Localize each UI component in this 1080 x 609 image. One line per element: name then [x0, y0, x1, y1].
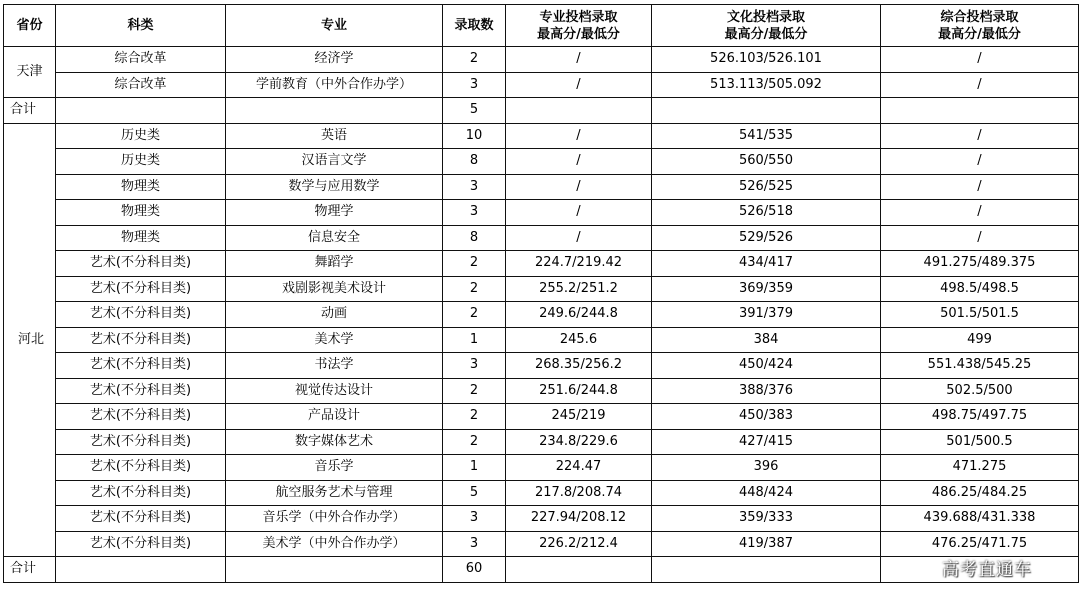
count-cell: 2	[443, 404, 506, 430]
prof-score-cell: /	[506, 47, 652, 73]
header-row	[4, 5, 1079, 47]
cult-score-cell: 450/383	[652, 404, 881, 430]
empty-cell	[506, 557, 652, 583]
table-row	[4, 251, 1079, 277]
total-label: 合计	[4, 98, 56, 124]
prof-score-cell: 268.35/256.2	[506, 353, 652, 379]
header-category: 科类	[56, 5, 226, 47]
count-cell: 2	[443, 251, 506, 277]
comp-score-cell: 439.688/431.338	[881, 506, 1079, 532]
category-cell: 艺术(不分科目类)	[56, 353, 226, 379]
header-cult-score: 文化投档录取 最高分/最低分	[652, 5, 881, 47]
header-count: 录取数	[443, 5, 506, 47]
province-cell: 河北	[4, 123, 56, 557]
major-cell: 航空服务艺术与管理	[226, 480, 443, 506]
table-row	[4, 353, 1079, 379]
category-cell: 艺术(不分科目类)	[56, 480, 226, 506]
prof-score-cell: /	[506, 72, 652, 98]
comp-score-cell: /	[881, 47, 1079, 73]
major-cell: 产品设计	[226, 404, 443, 430]
prof-score-cell: /	[506, 123, 652, 149]
cult-score-cell: 526.103/526.101	[652, 47, 881, 73]
comp-score-cell: 498.75/497.75	[881, 404, 1079, 430]
major-cell: 数学与应用数学	[226, 174, 443, 200]
comp-score-cell: /	[881, 72, 1079, 98]
table-row	[4, 225, 1079, 251]
prof-score-cell: 245.6	[506, 327, 652, 353]
empty-cell	[652, 98, 881, 124]
table-row	[4, 531, 1079, 557]
table-row	[4, 276, 1079, 302]
prof-score-cell: 245/219	[506, 404, 652, 430]
prof-score-cell: 234.8/229.6	[506, 429, 652, 455]
count-cell: 5	[443, 480, 506, 506]
table-row	[4, 378, 1079, 404]
table-row	[4, 327, 1079, 353]
admission-score-table	[3, 4, 1079, 583]
count-cell: 2	[443, 378, 506, 404]
major-cell: 舞蹈学	[226, 251, 443, 277]
cult-score-cell: 526/525	[652, 174, 881, 200]
prof-score-cell: /	[506, 149, 652, 175]
empty-cell	[506, 98, 652, 124]
empty-cell	[226, 557, 443, 583]
table-row	[4, 47, 1079, 73]
empty-cell	[226, 98, 443, 124]
category-cell: 艺术(不分科目类)	[56, 378, 226, 404]
prof-score-cell: 251.6/244.8	[506, 378, 652, 404]
comp-score-cell: 476.25/471.75	[881, 531, 1079, 557]
comp-score-cell: 498.5/498.5	[881, 276, 1079, 302]
prof-score-cell: 226.2/212.4	[506, 531, 652, 557]
count-cell: 8	[443, 225, 506, 251]
cult-score-cell: 448/424	[652, 480, 881, 506]
cult-score-cell: 427/415	[652, 429, 881, 455]
category-cell: 艺术(不分科目类)	[56, 327, 226, 353]
category-cell: 艺术(不分科目类)	[56, 404, 226, 430]
table-row	[4, 149, 1079, 175]
category-cell: 综合改革	[56, 47, 226, 73]
cult-score-cell: 434/417	[652, 251, 881, 277]
comp-score-cell: 501.5/501.5	[881, 302, 1079, 328]
prof-score-cell: /	[506, 225, 652, 251]
cult-score-cell: 388/376	[652, 378, 881, 404]
cult-score-cell: 560/550	[652, 149, 881, 175]
count-cell: 2	[443, 47, 506, 73]
major-cell: 汉语言文学	[226, 149, 443, 175]
table-row	[4, 455, 1079, 481]
major-cell: 美术学	[226, 327, 443, 353]
category-cell: 艺术(不分科目类)	[56, 251, 226, 277]
cult-score-cell: 359/333	[652, 506, 881, 532]
total-row	[4, 98, 1079, 124]
major-cell: 信息安全	[226, 225, 443, 251]
comp-score-cell: /	[881, 149, 1079, 175]
table-row	[4, 404, 1079, 430]
count-cell: 3	[443, 200, 506, 226]
category-cell: 历史类	[56, 123, 226, 149]
category-cell: 艺术(不分科目类)	[56, 506, 226, 532]
watermark: 高考直通车	[942, 560, 1032, 580]
count-cell: 8	[443, 149, 506, 175]
count-cell: 2	[443, 302, 506, 328]
comp-score-cell: /	[881, 200, 1079, 226]
comp-score-cell: 501/500.5	[881, 429, 1079, 455]
header-province: 省份	[4, 5, 56, 47]
category-cell: 物理类	[56, 174, 226, 200]
comp-score-cell: /	[881, 225, 1079, 251]
empty-cell	[56, 98, 226, 124]
cult-score-cell: 450/424	[652, 353, 881, 379]
empty-cell	[652, 557, 881, 583]
major-cell: 物理学	[226, 200, 443, 226]
header-major: 专业	[226, 5, 443, 47]
cult-score-cell: 513.113/505.092	[652, 72, 881, 98]
count-cell: 10	[443, 123, 506, 149]
comp-score-cell: 502.5/500	[881, 378, 1079, 404]
major-cell: 经济学	[226, 47, 443, 73]
table-row	[4, 72, 1079, 98]
table-row	[4, 429, 1079, 455]
table-row	[4, 200, 1079, 226]
major-cell: 书法学	[226, 353, 443, 379]
cult-score-cell: 529/526	[652, 225, 881, 251]
province-cell: 天津	[4, 47, 56, 98]
count-cell: 3	[443, 72, 506, 98]
total-count: 5	[443, 98, 506, 124]
cult-score-cell: 391/379	[652, 302, 881, 328]
category-cell: 历史类	[56, 149, 226, 175]
table-row	[4, 123, 1079, 149]
table-row	[4, 174, 1079, 200]
category-cell: 艺术(不分科目类)	[56, 429, 226, 455]
count-cell: 1	[443, 455, 506, 481]
major-cell: 美术学（中外合作办学）	[226, 531, 443, 557]
total-label: 合计	[4, 557, 56, 583]
cult-score-cell: 526/518	[652, 200, 881, 226]
prof-score-cell: /	[506, 174, 652, 200]
cult-score-cell: 369/359	[652, 276, 881, 302]
major-cell: 英语	[226, 123, 443, 149]
category-cell: 综合改革	[56, 72, 226, 98]
major-cell: 视觉传达设计	[226, 378, 443, 404]
prof-score-cell: 249.6/244.8	[506, 302, 652, 328]
cult-score-cell: 384	[652, 327, 881, 353]
category-cell: 物理类	[56, 200, 226, 226]
comp-score-cell: 486.25/484.25	[881, 480, 1079, 506]
major-cell: 数字媒体艺术	[226, 429, 443, 455]
cult-score-cell: 541/535	[652, 123, 881, 149]
comp-score-cell: 491.275/489.375	[881, 251, 1079, 277]
comp-score-cell: 471.275	[881, 455, 1079, 481]
category-cell: 物理类	[56, 225, 226, 251]
prof-score-cell: 224.7/219.42	[506, 251, 652, 277]
count-cell: 2	[443, 276, 506, 302]
category-cell: 艺术(不分科目类)	[56, 302, 226, 328]
empty-cell	[56, 557, 226, 583]
category-cell: 艺术(不分科目类)	[56, 531, 226, 557]
count-cell: 3	[443, 506, 506, 532]
empty-cell	[881, 98, 1079, 124]
count-cell: 3	[443, 531, 506, 557]
total-count: 60	[443, 557, 506, 583]
count-cell: 3	[443, 174, 506, 200]
comp-score-cell: 499	[881, 327, 1079, 353]
major-cell: 动画	[226, 302, 443, 328]
header-comp-score: 综合投档录取 最高分/最低分	[881, 5, 1079, 47]
count-cell: 3	[443, 353, 506, 379]
category-cell: 艺术(不分科目类)	[56, 455, 226, 481]
major-cell: 戏剧影视美术设计	[226, 276, 443, 302]
major-cell: 音乐学	[226, 455, 443, 481]
cult-score-cell: 419/387	[652, 531, 881, 557]
total-row	[4, 557, 1079, 583]
count-cell: 1	[443, 327, 506, 353]
count-cell: 2	[443, 429, 506, 455]
prof-score-cell: 224.47	[506, 455, 652, 481]
major-cell: 音乐学（中外合作办学）	[226, 506, 443, 532]
prof-score-cell: /	[506, 200, 652, 226]
cult-score-cell: 396	[652, 455, 881, 481]
comp-score-cell: /	[881, 174, 1079, 200]
table-row	[4, 506, 1079, 532]
table-row	[4, 302, 1079, 328]
comp-score-cell: /	[881, 123, 1079, 149]
prof-score-cell: 227.94/208.12	[506, 506, 652, 532]
prof-score-cell: 217.8/208.74	[506, 480, 652, 506]
category-cell: 艺术(不分科目类)	[56, 276, 226, 302]
header-prof-score: 专业投档录取 最高分/最低分	[506, 5, 652, 47]
prof-score-cell: 255.2/251.2	[506, 276, 652, 302]
major-cell: 学前教育（中外合作办学）	[226, 72, 443, 98]
table-row	[4, 480, 1079, 506]
comp-score-cell: 551.438/545.25	[881, 353, 1079, 379]
